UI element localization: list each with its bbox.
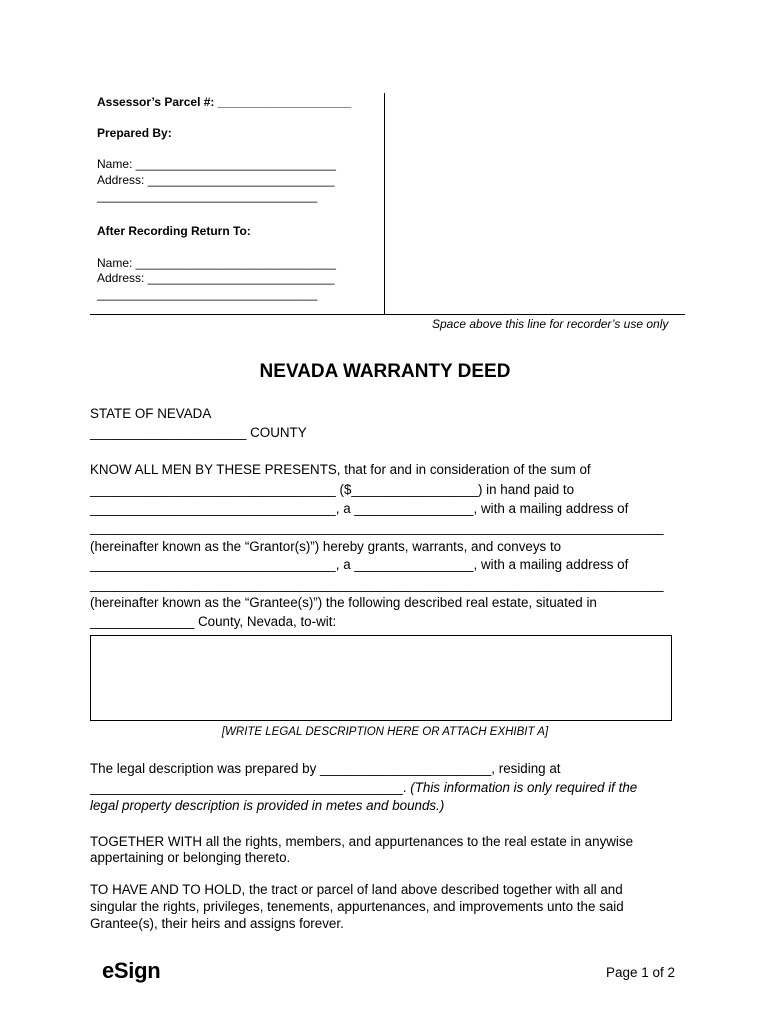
recorder-note: Space above this line for recorder’s use only xyxy=(432,317,669,331)
metes-bounds-note: (This information is only required if the xyxy=(410,780,638,795)
legal-description-caption: [WRITE LEGAL DESCRIPTION HERE OR ATTACH EXHIBIT A] xyxy=(221,726,549,738)
document-title: NEVADA WARRANTY DEED xyxy=(259,361,511,382)
metes-bounds-note-cont: legal property description is provided in metes and bounds.) xyxy=(90,798,445,813)
legal-prepared-line xyxy=(90,779,637,797)
together-with-line: appertaining or belonging thereto. xyxy=(90,850,291,865)
together-with-line: TOGETHER WITH all the rights, members, and appurtenances to the real estate in anywise xyxy=(90,834,634,849)
habendum-line: singular the rights, privileges, tenements, appurtenances, and improvements unto the said xyxy=(90,899,624,914)
habendum-line: Grantee(s), their heirs and assigns forever. xyxy=(90,916,344,931)
county-line: _____________________ COUNTY xyxy=(90,425,307,440)
conveyance-line: _____________________________________________________________________________ xyxy=(90,520,664,535)
conveyance-line: _________________________________, a ________________, with a mailing address of xyxy=(90,557,629,572)
prepared-by-name-field: Name: ______________________________ xyxy=(97,157,336,171)
habendum-line: TO HAVE AND TO HOLD, the tract or parcel of land above described together with all and xyxy=(90,882,623,897)
recorder-divider-line xyxy=(90,314,685,315)
conveyance-line: _____________________________________________________________________________ xyxy=(90,577,664,592)
header-vertical-divider xyxy=(384,93,385,315)
conveyance-line: (hereinafter known as the “Grantor(s)”) hereby grants, warrants, and conveys to xyxy=(90,539,562,554)
conveyance-line: _________________________________, a ________________, with a mailing address of xyxy=(90,501,629,516)
page-number: Page 1 of 2 xyxy=(606,965,676,980)
legal-description-box[interactable] xyxy=(90,635,672,721)
prepared-by-heading: Prepared By: xyxy=(97,126,172,140)
return-to-address-line2: _________________________________ xyxy=(97,287,318,301)
conveyance-line: ______________ County, Nevada, to-wit: xyxy=(90,614,337,629)
conveyance-line: (hereinafter known as the “Grantee(s)”) the following described real estate, situated in xyxy=(90,595,597,610)
state-line: STATE OF NEVADA xyxy=(90,406,212,421)
prepared-by-address-line2: _________________________________ xyxy=(97,189,318,203)
residence-blank: __________________________________________. xyxy=(90,780,411,795)
return-to-name-field: Name: ______________________________ xyxy=(97,256,336,270)
legal-prepared-line: The legal description was prepared by _______________________, residing at xyxy=(90,761,561,776)
assessor-parcel-field: Assessor’s Parcel #: ____________________ xyxy=(97,95,352,109)
return-to-heading: After Recording Return To: xyxy=(97,224,251,238)
conveyance-line: _________________________________ ($_________________) in hand paid to xyxy=(90,482,575,497)
return-to-address-field: Address: ____________________________ xyxy=(97,271,335,285)
prepared-by-address-field: Address: ____________________________ xyxy=(97,173,335,187)
esign-logo: eSign xyxy=(102,958,161,983)
conveyance-line: KNOW ALL MEN BY THESE PRESENTS, that for and in consideration of the sum of xyxy=(90,462,591,477)
